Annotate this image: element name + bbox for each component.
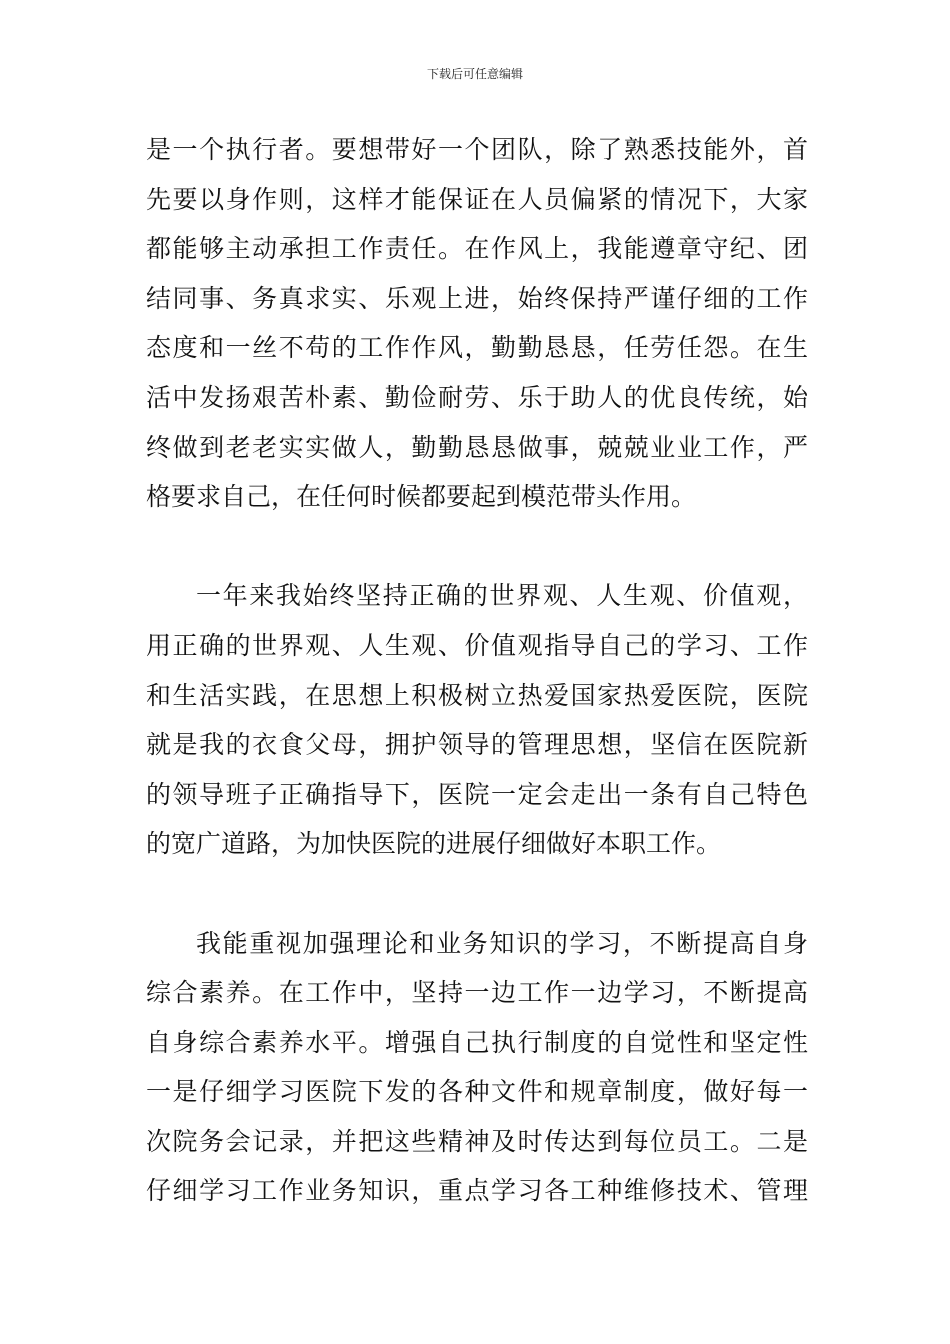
text-line: 一年来我始终坚持正确的世界观、人生观、价值观， bbox=[196, 581, 808, 611]
document-body bbox=[146, 125, 808, 1216]
text-line: 结同事、务真求实、乐观上进，始终保持严谨仔细的工作 bbox=[146, 283, 808, 313]
text-line: 活中发扬艰苦朴素、勤俭耐劳、乐于助人的优良传统，始 bbox=[146, 382, 808, 412]
text-line: 都能够主动承担工作责任。在作风上，我能遵章守纪、团 bbox=[146, 234, 808, 264]
text-line: 是一个执行者。要想带好一个团队，除了熟悉技能外，首 bbox=[146, 135, 808, 164]
paragraph-spacer bbox=[146, 522, 808, 572]
text-line: 用正确的世界观、人生观、价值观指导自己的学习、工作 bbox=[146, 630, 808, 660]
text-line: 先要以身作则，这样才能保证在人员偏紧的情况下，大家 bbox=[146, 184, 808, 214]
text-line: 次院务会记录，并把这些精神及时传达到每位员工。二是 bbox=[146, 1126, 808, 1156]
paragraph-1 bbox=[146, 125, 808, 522]
page-header: 下载后可任意编辑 bbox=[426, 67, 523, 81]
text-line: 终做到老老实实做人，勤勤恳恳做事，兢兢业业工作，严 bbox=[146, 432, 808, 462]
text-line: 我能重视加强理论和业务知识的学习，不断提高自身 bbox=[196, 928, 808, 958]
text-line: 的宽广道路，为加快医院的进展仔细做好本职工作。 bbox=[146, 829, 722, 859]
text-line: 的领导班子正确指导下，医院一定会走出一条有自己特色 bbox=[146, 779, 808, 809]
text-line: 态度和一丝不苟的工作作风，勤勤恳恳，任劳任怨。在生 bbox=[146, 333, 808, 363]
paragraph-3 bbox=[146, 919, 808, 1217]
text-line: 自身综合素养水平。增强自己执行制度的自觉性和坚定性 bbox=[146, 1027, 808, 1057]
text-line: 就是我的衣食父母，拥护领导的管理思想，坚信在医院新 bbox=[146, 730, 808, 760]
text-line: 格要求自己，在任何时候都要起到模范带头作用。 bbox=[146, 482, 697, 512]
text-line: 仔细学习工作业务知识，重点学习各工种维修技术、管理 bbox=[146, 1176, 808, 1206]
paragraph-2 bbox=[146, 571, 808, 869]
text-line: 综合素养。在工作中，坚持一边工作一边学习，不断提高 bbox=[146, 978, 808, 1008]
text-line: 和生活实践，在思想上积极树立热爱国家热爱医院，医院 bbox=[146, 680, 808, 710]
text-line: 一是仔细学习医院下发的各种文件和规章制度，做好每一 bbox=[146, 1077, 808, 1107]
paragraph-spacer bbox=[146, 869, 808, 919]
